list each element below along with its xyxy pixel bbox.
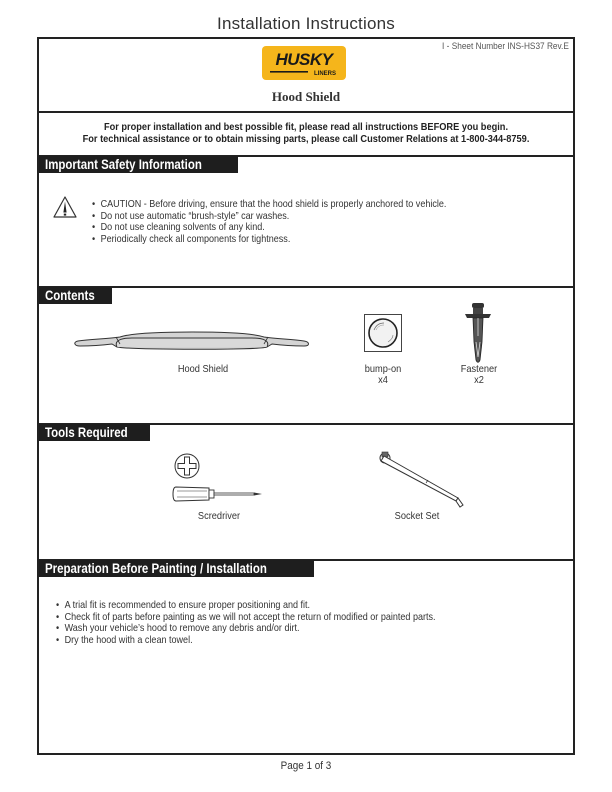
safety-item: • Periodically check all components for tightness. — [92, 234, 446, 246]
warning-triangle-icon — [53, 196, 77, 218]
intro-line-2: For technical assistance or to obtain missing parts, please call Customer Relations at 1-800-344-8759. — [82, 133, 530, 145]
safety-item: • Do not use cleaning solvents of any kind. — [92, 222, 446, 234]
safety-heading: Important Safety Information — [39, 156, 238, 173]
husky-liners-logo — [262, 46, 346, 80]
screwdriver-icon — [173, 484, 265, 504]
phillips-head-icon — [174, 453, 200, 479]
sheet-number: I - Sheet Number INS-HS37 Rev.E — [442, 41, 569, 51]
intro-notice — [71, 121, 541, 145]
preparation-item: • Dry the hood with a clean towel. — [56, 635, 436, 647]
preparation-item: • A trial fit is recommended to ensure proper positioning and fit. — [56, 600, 436, 612]
preparation-list — [56, 600, 436, 646]
safety-item: • Do not use automatic “brush-style” car washes. — [92, 211, 446, 223]
contents-heading: Contents — [39, 287, 112, 304]
preparation-item: • Check fit of parts before painting as we will not accept the return of modified or painted parts. — [56, 612, 436, 624]
fastener-icon — [464, 302, 492, 364]
page-number: Page 1 of 3 — [280, 760, 332, 772]
tool-label: Scredriver — [197, 510, 241, 522]
logo-sub-text: LINERS — [313, 71, 336, 77]
document-title: Installation Instructions — [217, 14, 395, 33]
fastener-label: Fastener — [460, 363, 498, 375]
logo-brand-text: HUSKY — [275, 50, 333, 69]
contents-item-label: Hood Shield — [177, 363, 229, 375]
product-title: Hood Shield — [271, 89, 341, 104]
contents-item-label — [446, 364, 513, 386]
preparation-heading: Preparation Before Painting / Installation — [39, 560, 314, 577]
header-divider — [39, 111, 573, 113]
tools-heading: Tools Required — [39, 424, 150, 441]
bump-on-qty: x4 — [378, 374, 388, 386]
section-divider — [39, 286, 573, 288]
tool-label: Socket Set — [394, 510, 440, 522]
intro-line-1: For proper installation and best possible fit, please read all instructions BEFORE you begin. — [103, 121, 509, 133]
safety-list — [92, 199, 446, 245]
hood-shield-illustration — [72, 331, 312, 361]
fastener-qty: x2 — [474, 374, 484, 386]
safety-item: • CAUTION - Before driving, ensure that the hood shield is properly anchored to vehicle. — [92, 199, 446, 211]
socket-wrench-icon — [378, 451, 464, 509]
bump-on-label: bump-on — [364, 363, 402, 375]
bump-on-icon — [364, 314, 402, 352]
instruction-sheet — [37, 37, 575, 755]
contents-item-label — [350, 364, 417, 386]
preparation-item: • Wash your vehicle’s hood to remove any debris and/or dirt. — [56, 623, 436, 635]
